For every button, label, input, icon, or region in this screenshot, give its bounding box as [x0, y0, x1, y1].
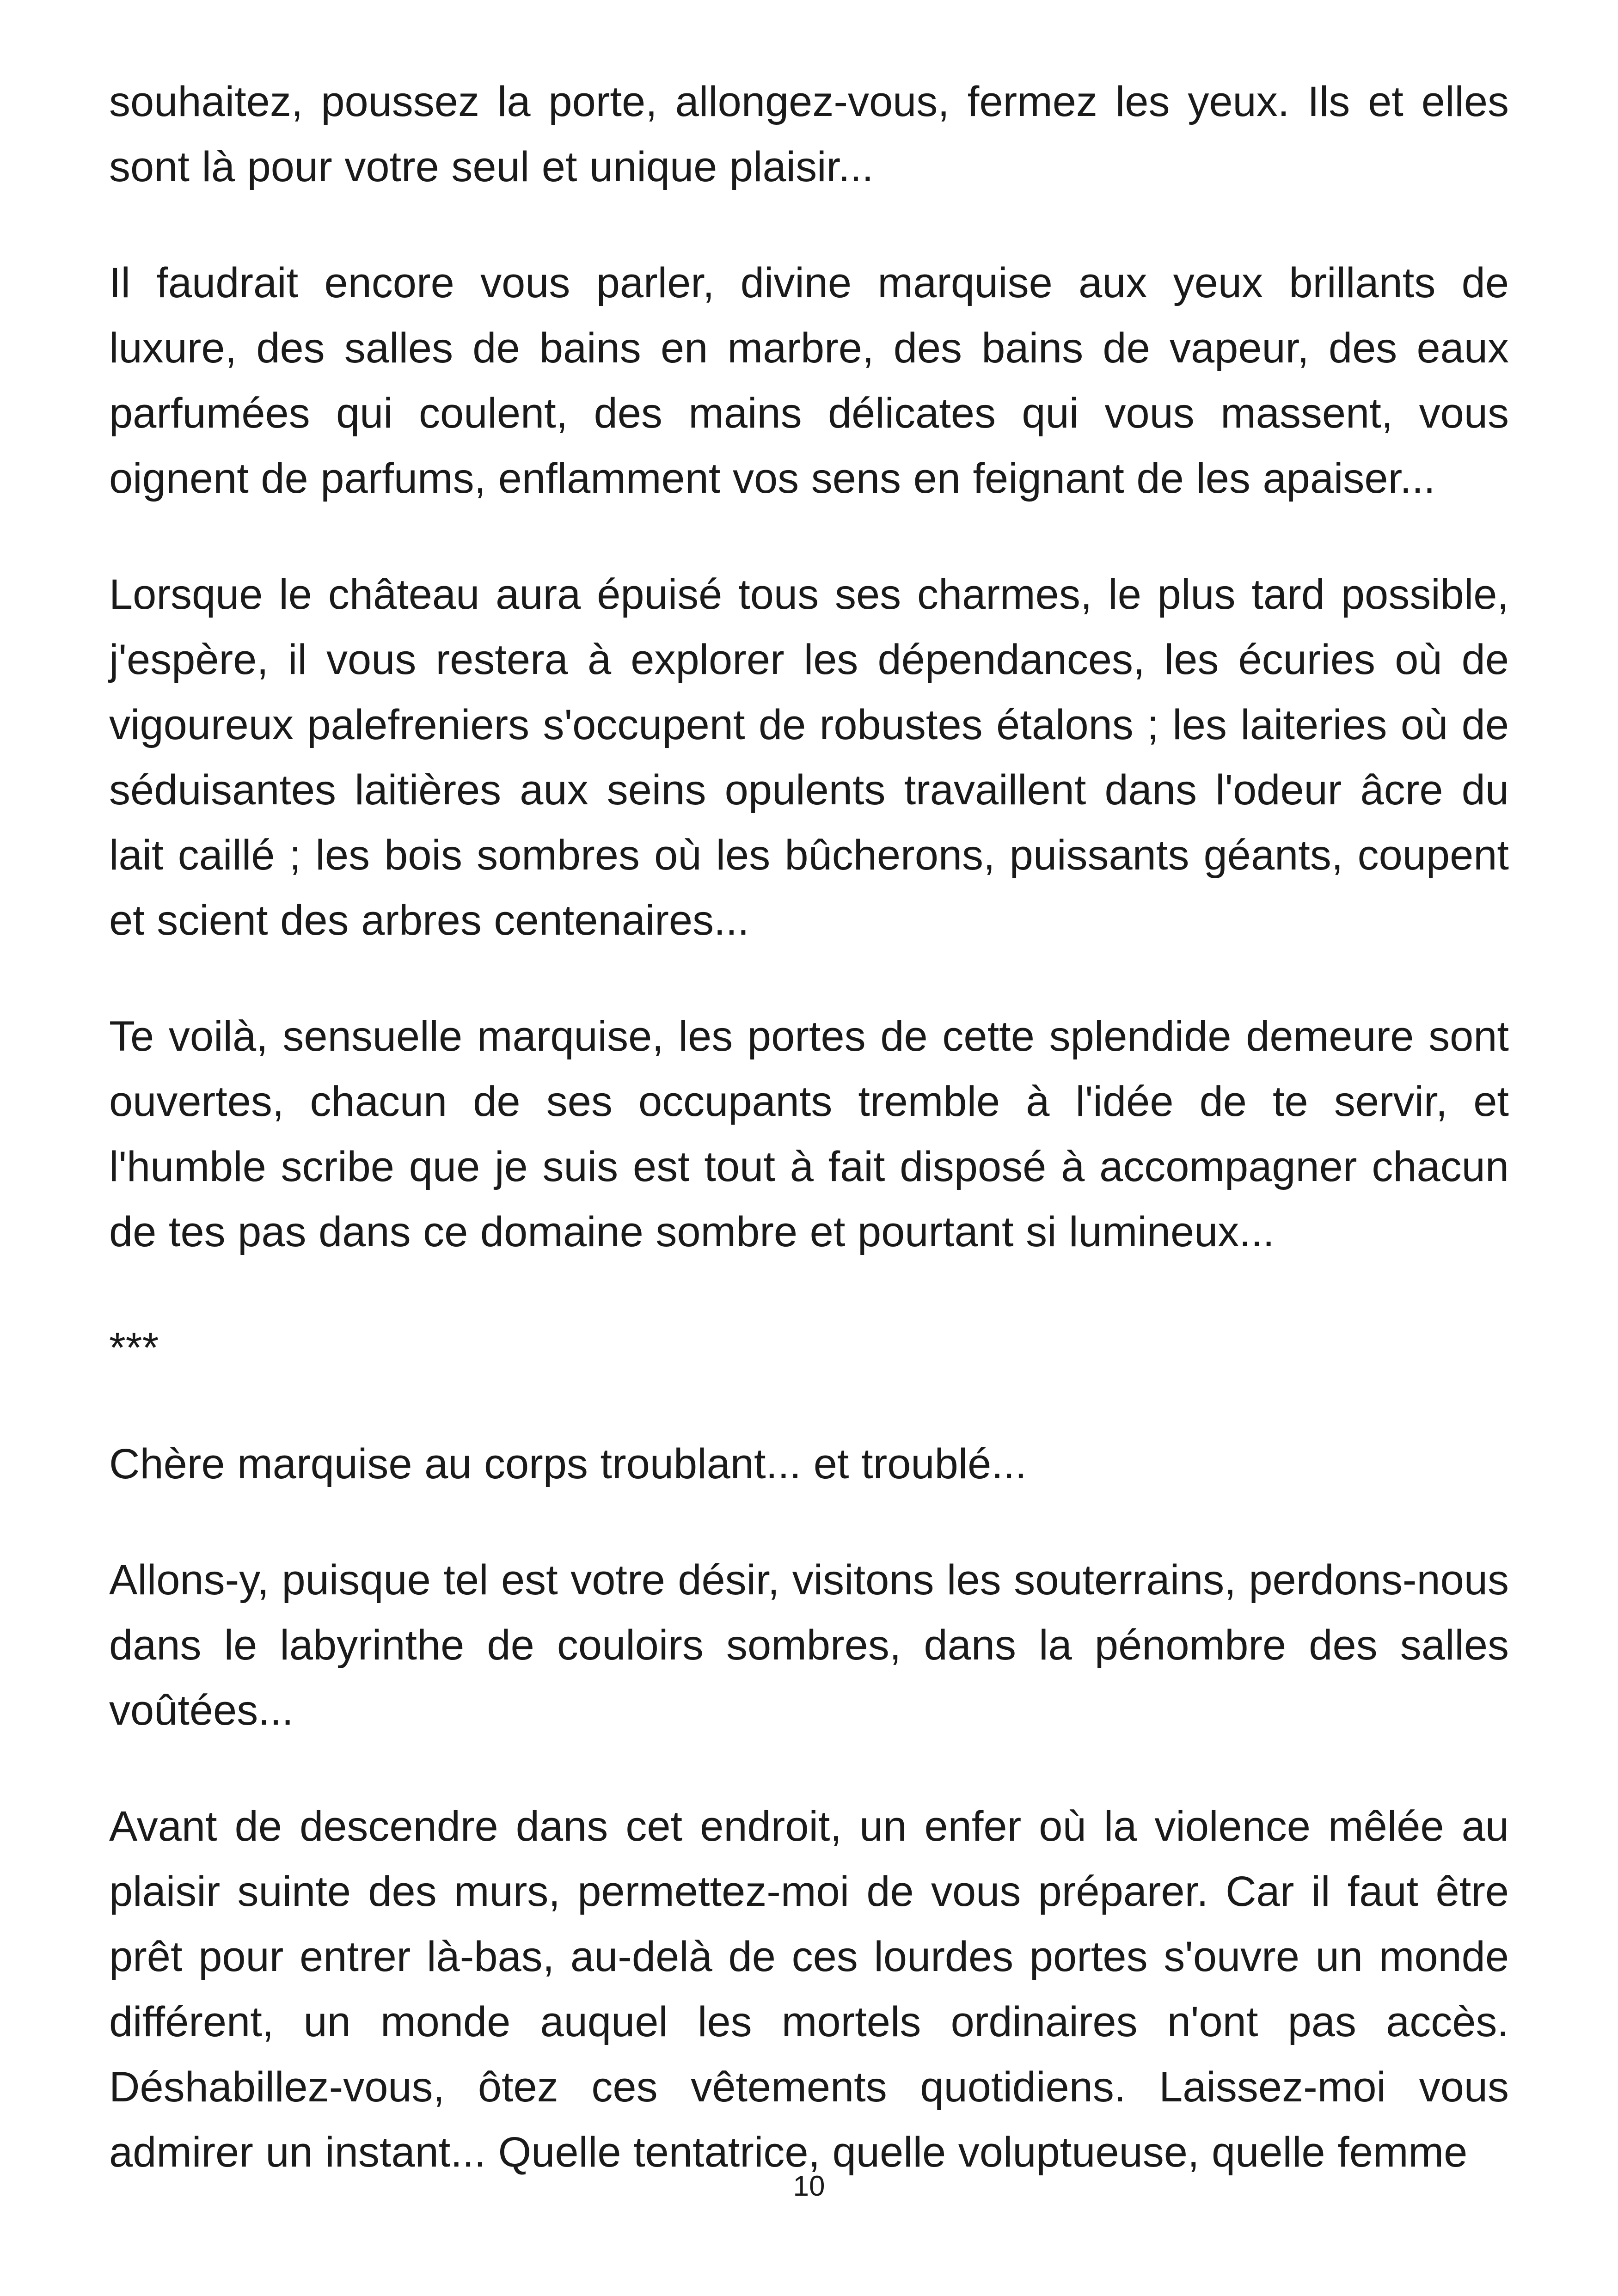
paragraph-4: Te voilà, sensuelle marquise, les portes de cette splendide demeure sont ouvertes, chacun de ses occupants tremble à l'idée de te servir, et l'humble scribe que je suis est tout à fait disposé à accompagner chacun de tes pas dans ce domaine sombre et pourtant si lumineux... [109, 1013, 1509, 1255]
paragraph-3: Lorsque le château aura épuisé tous ses charmes, le plus tard possible, j'espère, il vous restera à explorer les dépendances, les écuries où de vigoureux palefreniers s'occupent de robustes étalons ; les laiteries où de séduisantes laitières aux seins opulents travaillent dans l'odeur âcre du lait caillé ; les bois sombres où les bûcherons, puissants géants, coupent et scient des arbres centenaires... [109, 571, 1509, 944]
page-number: 10 [793, 2170, 825, 2202]
paragraph-1: souhaitez, poussez la porte, allongez-vous, fermez les yeux. Ils et elles sont là pour votre seul et unique plaisir... [109, 78, 1509, 190]
paragraph-7: Avant de descendre dans cet endroit, un enfer où la violence mêlée au plaisir suinte des murs, permettez-moi de vous préparer. Car il faut être prêt pour entrer là-bas, au-delà de ces lourdes portes s'ouvre un monde différent, un monde auquel les mortels ordinaires n'ont pas accès. Déshabillez-vous, ôtez ces vêtements quotidiens. Laissez-moi vous admirer un instant... Quelle tentatrice, quelle voluptueuse, quelle femme [109, 1803, 1509, 2176]
paragraph-2: Il faudrait encore vous parler, divine marquise aux yeux brillants de luxure, des salles de bains en marbre, des bains de vapeur, des eaux parfumées qui coulent, des mains délicates qui vous massent, vous oignent de parfums, enflamment vos sens en feignant de les apaiser... [109, 259, 1509, 502]
section-separator: *** [109, 1324, 159, 1371]
page-body [109, 69, 1509, 2185]
paragraph-6: Allons-y, puisque tel est votre désir, visitons les souterrains, perdons-nous dans le labyrinthe de couloirs sombres, dans la pénombre des salles voûtées... [109, 1556, 1509, 1734]
paragraph-5: Chère marquise au corps troublant... et troublé... [109, 1440, 1027, 1488]
